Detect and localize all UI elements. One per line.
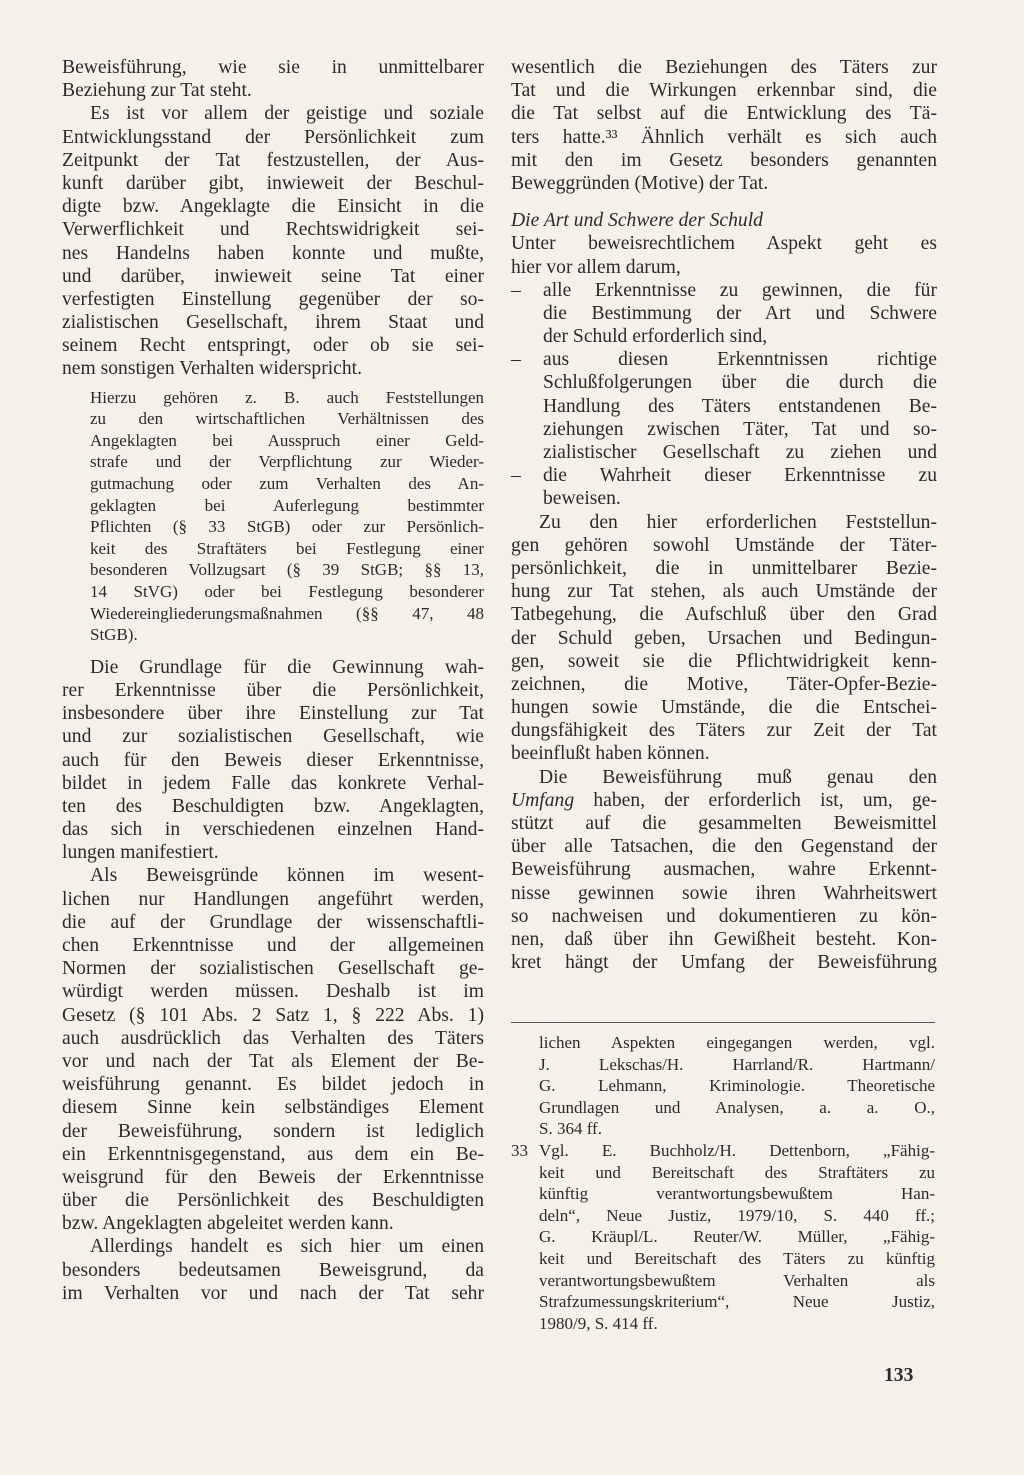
text-line: hier vor allem darum, bbox=[511, 256, 681, 278]
text-line: das sich in verschiedenen einzelnen Hand- bbox=[62, 819, 484, 841]
paragraph-4 bbox=[62, 864, 484, 1235]
text-line: Strafzumessungskriterium“, Neue Justiz, bbox=[539, 1292, 935, 1312]
text-line: Tatbegehung, die Aufschluß über den Grad bbox=[511, 604, 937, 626]
footnote-continuation bbox=[511, 1032, 935, 1140]
text-line: weisführung genannt. Es bildet jedoch in bbox=[62, 1074, 484, 1096]
text-line: ziehungen zwischen Täter, Tat und so- bbox=[543, 418, 937, 440]
text-line: Schlußfolgerungen über die durch die bbox=[543, 372, 937, 394]
text-line: seinem Recht entspringt, oder ob sie sei- bbox=[62, 335, 484, 357]
list-item bbox=[511, 348, 937, 464]
text-line: ten des Beschuldigten bzw. Angeklagten, bbox=[62, 795, 484, 817]
text-line: Allerdings handelt es sich hier um einen bbox=[90, 1236, 484, 1258]
text-line: kret hängt der Umfang der Beweisführung bbox=[511, 952, 937, 974]
text-line: 1980/9, S. 414 ff. bbox=[539, 1313, 658, 1333]
footnote-divider bbox=[511, 1022, 935, 1023]
text-fragment: haben, der erforderlich ist, um, ge- bbox=[593, 789, 937, 811]
text-line: nes Handelns haben konnte und mußte, bbox=[62, 242, 484, 264]
emphasis-word: Umfang bbox=[511, 789, 575, 811]
text-line: Beweisführung ausmachen, wahre Erkennt- bbox=[511, 859, 937, 881]
text-line: chen Erkenntnisse und der allgemeinen bbox=[62, 935, 484, 956]
text-line: alle Erkenntnisse zu gewinnen, die für bbox=[543, 279, 937, 301]
footnotes bbox=[511, 1032, 935, 1334]
text-line: würdigt werden müssen. Deshalb ist im bbox=[62, 981, 484, 1003]
text-line: weisgrund für den Beweis der Erkenntnisse bbox=[62, 1166, 484, 1188]
text-line: Pflichten (§ 33 StGB) oder zur Persönlich- bbox=[90, 517, 484, 537]
list-item bbox=[511, 279, 937, 349]
text-line: Als Beweisgründe können im wesent- bbox=[90, 865, 484, 887]
paragraph-2 bbox=[511, 232, 937, 278]
left-column bbox=[62, 56, 484, 1305]
text-line: Gesetz (§ 101 Abs. 2 Satz 1, § 222 Abs. 1) bbox=[62, 1004, 484, 1026]
text-line: rer Erkenntnisse über die Persönlichkeit, bbox=[62, 679, 484, 701]
text-line: Grundlagen und Analysen, a. a. O., bbox=[539, 1097, 935, 1117]
footnote-number: 33 bbox=[511, 1140, 528, 1160]
text-line: der Schuld erforderlich sind, bbox=[543, 326, 768, 348]
paragraph-3 bbox=[62, 656, 484, 865]
text-line: Wiedereingliederungsmaßnahmen (§§ 47, 48 bbox=[90, 603, 484, 623]
text-line: auch für den Beweis dieser Erkenntnisse, bbox=[62, 749, 484, 771]
text-line: keit und Bereitschaft des Täters zu künftig bbox=[539, 1248, 935, 1268]
text-line: Es ist vor allem der geistige und soziale bbox=[90, 103, 484, 125]
text-line: insbesondere über ihre Einstellung zur Tat bbox=[62, 703, 484, 725]
text-line bbox=[511, 789, 937, 812]
text-line: ters hatte.³³ Ähnlich verhält es sich auch bbox=[511, 126, 937, 148]
text-line: künftig verantwortungsbewußtem Han- bbox=[539, 1184, 935, 1204]
small-print-note bbox=[62, 387, 484, 646]
text-line: keit des Straftäters bei Festlegung einer bbox=[90, 538, 484, 558]
text-line: beeinflußt haben können. bbox=[511, 743, 710, 765]
text-line: verfestigten Einstellung gegenüber der so- bbox=[62, 288, 484, 310]
text-line: zialistischer Gesellschaft zu ziehen und bbox=[543, 442, 937, 463]
text-line: dungsfähigkeit des Täters zur Zeit der Tat bbox=[511, 720, 937, 742]
text-line: Beweggründen (Motive) der Tat. bbox=[511, 172, 769, 194]
text-line: Vgl. E. Buchholz/H. Dettenborn, „Fähig- bbox=[539, 1140, 935, 1160]
text-line: J. Lekschas/H. Harrland/R. Hartmann/ bbox=[539, 1054, 935, 1074]
text-line: die Wahrheit dieser Erkenntnisse zu bbox=[543, 465, 937, 487]
text-line: lungen manifestiert. bbox=[62, 842, 219, 864]
text-line: Beweisführung, wie sie in unmittelbarer bbox=[62, 57, 484, 78]
list-item bbox=[511, 464, 937, 510]
text-line: geklagten bei Auferlegung bestimmter bbox=[90, 495, 484, 515]
footnote-33 bbox=[511, 1140, 935, 1334]
text-line: Entwicklungsstand der Persönlichkeit zum bbox=[62, 126, 484, 148]
dash-bullet: – bbox=[511, 465, 521, 487]
text-line: Handlung des Täters entstandenen Be- bbox=[543, 395, 937, 417]
text-line: strafe und der Verpflichtung zur Wieder- bbox=[90, 452, 484, 472]
text-line: die Tat selbst auf die Entwicklung des Tä- bbox=[511, 103, 937, 125]
text-line: keit und Bereitschaft des Straftäters zu bbox=[539, 1162, 935, 1182]
text-line: Beziehung zur Tat steht. bbox=[62, 80, 252, 102]
text-line: so nachweisen und dokumentieren zu kön- bbox=[511, 905, 937, 927]
text-line: mit den im Gesetz besonders genannten bbox=[511, 149, 937, 171]
text-line: Normen der sozialistischen Gesellschaft ge- bbox=[62, 958, 484, 980]
text-line: nen, daß über ihn Gewißheit besteht. Kon- bbox=[511, 928, 937, 950]
text-line: verantwortungsbewußtem Verhalten als bbox=[539, 1270, 935, 1290]
text-line: deln“, Neue Justiz, 1979/10, S. 440 ff.; bbox=[539, 1205, 935, 1225]
text-line: S. 364 ff. bbox=[539, 1119, 602, 1139]
paragraph-1 bbox=[62, 56, 484, 102]
text-line: beweisen. bbox=[543, 488, 621, 510]
text-line: digte bzw. Angeklagte die Einsicht in die bbox=[62, 196, 484, 218]
text-line: und zur sozialistischen Gesellschaft, wie bbox=[62, 726, 484, 748]
text-line: Die Beweisführung muß genau den bbox=[539, 766, 937, 788]
page-number: 133 bbox=[884, 1365, 914, 1386]
text-line: auch ausdrücklich das Verhalten des Täters bbox=[62, 1027, 484, 1049]
text-line: Unter beweisrechtlichem Aspekt geht es bbox=[511, 233, 937, 255]
paragraph-1 bbox=[511, 56, 937, 195]
text-line: stützt auf die gesammelten Beweismittel bbox=[511, 813, 937, 834]
text-line: der Schuld geben, Ursachen und Bedingun- bbox=[511, 627, 937, 649]
text-line: gen, soweit sie die Pflichtwidrigkeit kenn- bbox=[511, 650, 937, 672]
text-line: Angeklagten bei Ausspruch einer Geld- bbox=[90, 430, 484, 450]
text-line: besonders bedeutsamen Beweisgrund, da bbox=[62, 1259, 484, 1281]
text-line: bildet in jedem Falle das konkrete Verhal- bbox=[62, 772, 484, 794]
text-line: kunft darüber gibt, inwieweit der Beschul- bbox=[62, 172, 484, 194]
text-line: zu den wirtschaftlichen Verhältnissen des bbox=[90, 409, 484, 429]
text-line: ein Erkenntnisgegenstand, aus dem ein Be- bbox=[62, 1143, 484, 1165]
paragraph-5 bbox=[62, 1235, 484, 1305]
text-line: lichen Aspekten eingegangen werden, vgl. bbox=[539, 1033, 935, 1052]
text-line: aus diesen Erkenntnissen richtige bbox=[543, 349, 937, 371]
text-line: Zu den hier erforderlichen Feststellun- bbox=[539, 511, 937, 533]
text-line: bzw. Angeklagten abgeleitet werden kann. bbox=[62, 1213, 394, 1235]
paragraph-2 bbox=[62, 102, 484, 380]
text-line: Tat und die Wirkungen erkennbar sind, die bbox=[511, 80, 937, 102]
text-line: zialistischen Gesellschaft, ihrem Staat und bbox=[62, 312, 484, 334]
text-line: Hierzu gehören z. B. auch Feststellungen bbox=[90, 387, 484, 407]
text-line: Zeitpunkt der Tat festzustellen, der Aus- bbox=[62, 149, 484, 171]
text-line: vor und nach der Tat als Element der Be- bbox=[62, 1050, 484, 1072]
text-line: wesentlich die Beziehungen des Täters zur bbox=[511, 57, 937, 78]
text-line: gutmachung oder zum Verhalten des An- bbox=[90, 474, 484, 493]
text-line: im Verhalten vor und nach der Tat sehr bbox=[62, 1282, 484, 1304]
text-line: G. Kräupl/L. Reuter/W. Müller, „Fähig- bbox=[539, 1227, 935, 1247]
text-line: 14 StVG) oder bei Festlegung besonderer bbox=[90, 581, 484, 601]
text-line: nisse gewinnen sowie ihren Wahrheitswert bbox=[511, 882, 937, 904]
text-line: der Beweisführung, sondern ist lediglich bbox=[62, 1120, 484, 1142]
text-line: die auf der Grundlage der wissenschaftli- bbox=[62, 911, 484, 933]
text-line: Verwerflichkeit und Rechtswidrigkeit sei- bbox=[62, 219, 484, 241]
section-heading: Die Art und Schwere der Schuld bbox=[511, 210, 763, 232]
dash-bullet: – bbox=[511, 279, 521, 301]
right-column bbox=[511, 56, 937, 974]
text-line: StGB). bbox=[90, 625, 138, 645]
paragraph-4 bbox=[511, 766, 937, 975]
text-line: und darüber, inwieweit seine Tat einer bbox=[62, 265, 484, 287]
text-line: Die Grundlage für die Gewinnung wah- bbox=[90, 656, 484, 678]
text-line: hung zur Tat stehen, als auch Umstände der bbox=[511, 581, 937, 603]
text-line: nem sonstigen Verhalten widerspricht. bbox=[62, 358, 363, 380]
text-line: lichen nur Handlungen angeführt werden, bbox=[62, 888, 484, 910]
text-line: hungen sowie Umstände, die die Entschei- bbox=[511, 697, 937, 719]
text-line: über alle Tatsachen, die den Gegenstand der bbox=[511, 836, 937, 858]
text-line: zeichnen, die Motive, Täter-Opfer-Bezie- bbox=[511, 673, 937, 695]
text-line: besonderen Vollzugsart (§ 39 StGB; §§ 13, bbox=[90, 560, 484, 580]
text-line: über die Persönlichkeit des Beschuldigten bbox=[62, 1190, 484, 1212]
text-line: die Bestimmung der Art und Schwere bbox=[543, 302, 937, 324]
text-line: G. Lehmann, Kriminologie. Theoretische bbox=[539, 1076, 935, 1096]
text-line: gen gehören sowohl Umstände der Täter- bbox=[511, 534, 937, 556]
text-line: diesem Sinne kein selbständiges Element bbox=[62, 1097, 484, 1119]
paragraph-3 bbox=[511, 511, 937, 766]
text-line: persönlichkeit, die in unmittelbarer Bezie- bbox=[511, 557, 937, 579]
dash-bullet: – bbox=[511, 349, 521, 371]
